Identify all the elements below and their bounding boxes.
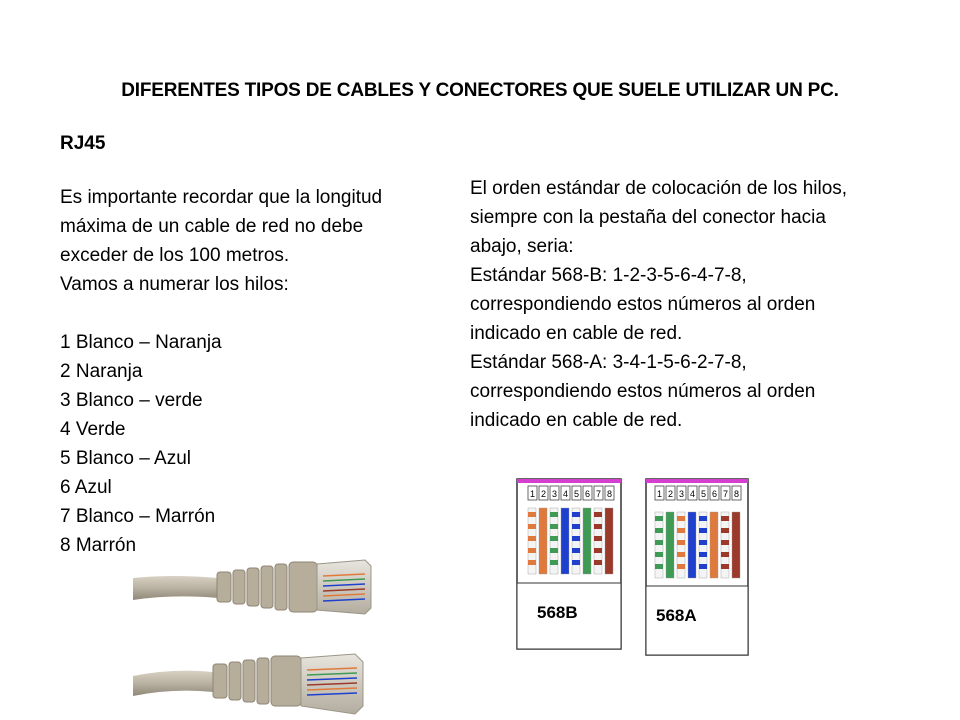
- wire-stripe: [572, 512, 580, 517]
- wire-stripe: [655, 516, 663, 521]
- pin-number: 7: [722, 489, 729, 499]
- wire-stripe: [699, 528, 707, 533]
- wire-green: [666, 512, 674, 578]
- section-subtitle: RJ45: [60, 133, 106, 154]
- wire-item: 4 Verde: [60, 419, 126, 440]
- wire-stripe: [572, 536, 580, 541]
- wire-stripe: [594, 560, 602, 565]
- wire-stripe: [699, 540, 707, 545]
- wire-stripe: [528, 548, 536, 553]
- pin-number: 2: [540, 489, 547, 499]
- wire-blue: [561, 508, 569, 574]
- text-line: Es importante recordar que la longitud: [60, 187, 383, 208]
- wire-brown: [605, 508, 613, 574]
- wire-stripe: [721, 540, 729, 545]
- pin-number: 4: [689, 489, 696, 499]
- pin-number: 6: [711, 489, 718, 499]
- text-line: indicado en cable de red.: [470, 410, 683, 431]
- wire-stripe: [594, 548, 602, 553]
- text-line: máxima de un cable de red no debe: [60, 216, 364, 237]
- text-line: correspondiendo estos números al orden: [470, 381, 816, 402]
- pin-number: 3: [551, 489, 558, 499]
- wire-brown: [732, 512, 740, 578]
- wire-stripe: [550, 548, 558, 553]
- text-line: Vamos a numerar los hilos:: [60, 274, 289, 295]
- pin-number: 3: [678, 489, 685, 499]
- right-text-block: [470, 174, 900, 435]
- wire-item: 8 Marrón: [60, 535, 137, 556]
- wire-item: 2 Naranja: [60, 361, 143, 382]
- pin-number: 5: [700, 489, 707, 499]
- wire-stripe: [528, 524, 536, 529]
- text-line: Estándar 568-B: 1-2-3-5-6-4-7-8,: [470, 265, 747, 286]
- wire-blue: [688, 512, 696, 578]
- wire-green: [583, 508, 591, 574]
- wire-stripe: [528, 560, 536, 565]
- wire-stripe: [699, 516, 707, 521]
- wire-stripe: [721, 564, 729, 569]
- wire-stripe: [655, 552, 663, 557]
- boot-lower: [213, 656, 301, 706]
- pin-number: 5: [573, 489, 580, 499]
- rj45-cables-image: [133, 556, 383, 720]
- wire-orange: [539, 508, 547, 574]
- diagram-568a: [645, 478, 751, 656]
- wire-stripe: [572, 560, 580, 565]
- wire-stripe: [550, 512, 558, 517]
- wire-stripe: [550, 524, 558, 529]
- wire-stripe: [677, 528, 685, 533]
- text-line: Estándar 568-A: 3-4-1-5-6-2-7-8,: [470, 352, 747, 373]
- diagram-568a-label: 568A: [656, 606, 697, 625]
- left-text-block: [60, 183, 440, 560]
- wire-item: 5 Blanco – Azul: [60, 448, 191, 469]
- diagram-568b: [516, 478, 624, 650]
- wire-stripe: [550, 536, 558, 541]
- page-title: DIFERENTES TIPOS DE CABLES Y CONECTORES QUE SUELE UTILIZAR UN PC.: [121, 80, 839, 101]
- wire-item: 6 Azul: [60, 477, 112, 498]
- text-line: exceder de los 100 metros.: [60, 245, 290, 266]
- wire-stripe: [677, 516, 685, 521]
- boot-upper: [217, 562, 317, 612]
- wire-stripe: [594, 512, 602, 517]
- wire-stripe: [594, 524, 602, 529]
- pin-number: 1: [529, 489, 536, 499]
- pin-number: 8: [606, 489, 613, 499]
- wire-stripe: [594, 536, 602, 541]
- wire-orange: [710, 512, 718, 578]
- wire-stripe: [699, 552, 707, 557]
- pin-number: 2: [667, 489, 674, 499]
- wire-item: 1 Blanco – Naranja: [60, 332, 222, 353]
- wire-stripe: [721, 516, 729, 521]
- pin-number: 8: [733, 489, 740, 499]
- wire-stripe: [699, 564, 707, 569]
- wire-stripe: [655, 564, 663, 569]
- wire-stripe: [677, 564, 685, 569]
- text-line: siempre con la pestaña del conector hacia: [470, 207, 826, 228]
- wire-item: 3 Blanco – verde: [60, 390, 203, 411]
- diagram-568b-label: 568B: [537, 603, 578, 622]
- wire-stripe: [677, 540, 685, 545]
- pin-number: 6: [584, 489, 591, 499]
- text-line: indicado en cable de red.: [470, 323, 683, 344]
- blank-line: [60, 299, 440, 328]
- wire-stripe: [721, 552, 729, 557]
- text-line: abajo, seria:: [470, 236, 574, 257]
- wire-stripe: [677, 552, 685, 557]
- wire-item: 7 Blanco – Marrón: [60, 506, 216, 527]
- text-line: El orden estándar de colocación de los hilos,: [470, 178, 848, 199]
- wire-stripe: [655, 540, 663, 545]
- wire-stripe: [655, 528, 663, 533]
- pin-number: 1: [656, 489, 663, 499]
- wire-stripe: [572, 524, 580, 529]
- wire-stripe: [528, 512, 536, 517]
- wire-stripe: [721, 528, 729, 533]
- pin-number: 7: [595, 489, 602, 499]
- wire-stripe: [528, 536, 536, 541]
- text-line: correspondiendo estos números al orden: [470, 294, 816, 315]
- pin-number: 4: [562, 489, 569, 499]
- wire-stripe: [572, 548, 580, 553]
- wire-stripe: [550, 560, 558, 565]
